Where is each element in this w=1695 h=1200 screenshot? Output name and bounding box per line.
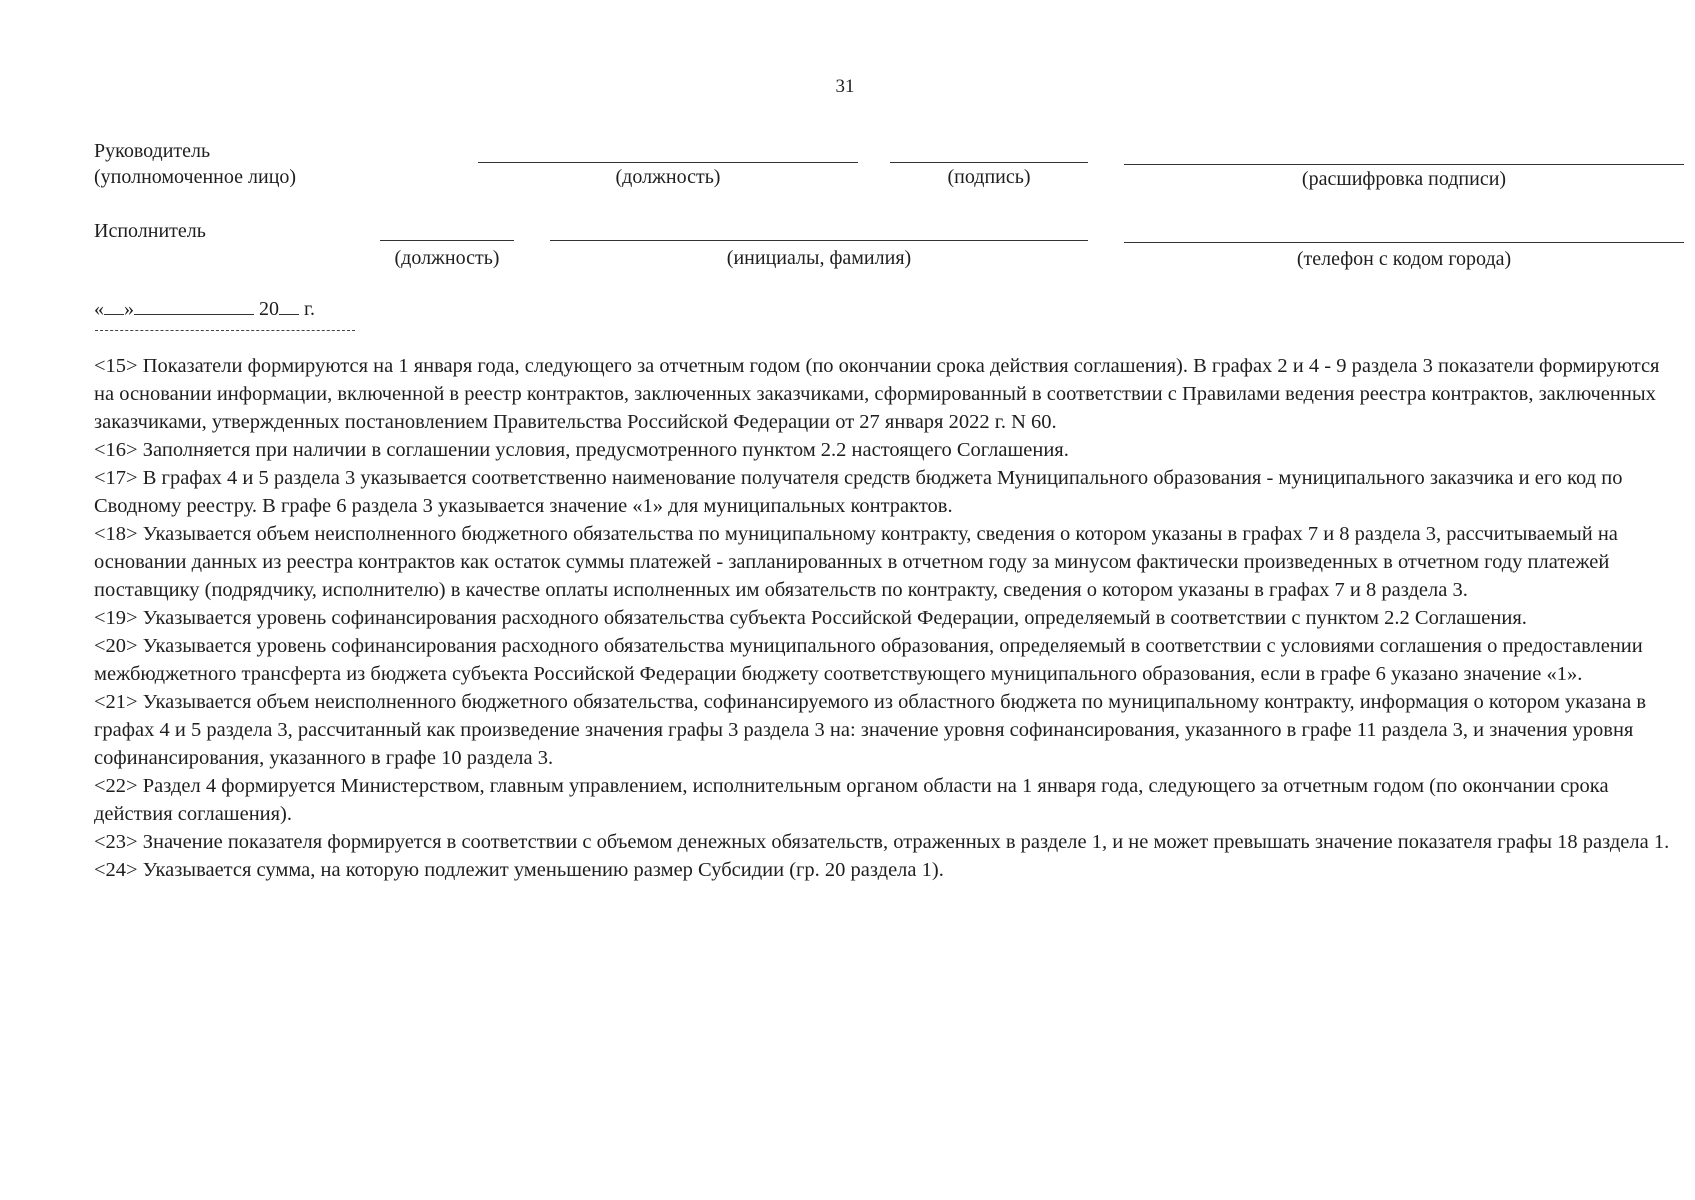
date-day-blank	[104, 298, 124, 315]
executor-name-line	[550, 240, 1088, 241]
executor-label: Исполнитель	[94, 220, 206, 242]
date-open-quote: «	[94, 298, 104, 320]
executor-phone-caption: (телефон с кодом города)	[1296, 248, 1512, 270]
date-month-blank	[134, 298, 254, 315]
head-label-line1: Руководитель	[94, 140, 211, 162]
footnote-15: <15> Показатели формируются на 1 января года, следующего за отчетным годом (по окончании срока действия соглашения). В графах 2 и 4 - 9 раздела 3 показатели формируются на основании информации, включенной в реестр контрактов, заключенных заказчиками, сформированный в соответствии с Правилами ведения реестра контрактов, заключенных заказчиками, утвержденных постановлением Правительства Российской Федерации от 27 января 2022 г. N 60.	[94, 355, 1660, 433]
head-label-line2: (уполномоченное лицо)	[94, 166, 297, 188]
head-signature-caption: (подпись)	[947, 166, 1031, 188]
date-year-suffix: г.	[304, 298, 315, 320]
date-line	[94, 298, 315, 321]
executor-name-caption: (инициалы, фамилия)	[726, 247, 912, 269]
head-position-caption: (должность)	[615, 166, 721, 188]
page-number: 31	[835, 76, 855, 97]
executor-phone-line	[1124, 242, 1684, 243]
footnote-16: <16> Заполняется при наличии в соглашении условия, предусмотренного пунктом 2.2 настоящего Соглашения.	[94, 439, 1069, 461]
date-year-prefix: 20	[259, 298, 279, 320]
head-position-line	[478, 162, 858, 163]
head-decoding-line	[1124, 164, 1684, 165]
date-close-quote: »	[124, 298, 134, 320]
footnote-19: <19> Указывается уровень софинансирования расходного обязательства субъекта Российской Федерации, определяемый в соответствии с пунктом 2.2 Соглашения.	[94, 607, 1527, 629]
head-signature-line	[890, 162, 1088, 163]
executor-position-caption: (должность)	[394, 247, 500, 269]
footnote-17: <17> В графах 4 и 5 раздела 3 указывается соответственно наименование получателя средств бюджета Муниципального образования - муниципального заказчика и его код по Сводному реестру. В графе 6 раздела 3 указывается значение «1» для муниципальных контрактов.	[94, 467, 1623, 517]
footnote-22: <22> Раздел 4 формируется Министерством, главным управлением, исполнительным органом области на 1 января года, следующего за отчетным годом (по окончании срока действия соглашения).	[94, 775, 1609, 825]
footnote-24: <24> Указывается сумма, на которую подлежит уменьшению размер Субсидии (гр. 20 раздела 1).	[94, 859, 944, 881]
head-decoding-caption: (расшифровка подписи)	[1301, 168, 1507, 190]
footnote-18: <18> Указывается объем неисполненного бюджетного обязательства по муниципальному контракту, сведения о котором указаны в графах 7 и 8 раздела 3, рассчитываемый на основании данных из реестра контрактов как остаток суммы платежей - запланированных в отчетном году за минусом фактически произведенных в отчетном году платежей поставщику (подрядчику, исполнителю) в качестве оплаты исполненных им обязательств по контракту, сведения о котором указаны в графах 7 и 8 раздела 3.	[94, 523, 1618, 601]
footnote-20: <20> Указывается уровень софинансирования расходного обязательства муниципального образования, определяемый в соответствии с условиями соглашения о предоставлении межбюджетного трансферта из бюджета субъекта Российской Федерации бюджету соответствующего муниципального образования, если в графе 6 указано значение «1».	[94, 635, 1643, 685]
footnotes	[94, 352, 1684, 884]
executor-position-line	[380, 240, 514, 241]
footnote-23: <23> Значение показателя формируется в соответствии с объемом денежных обязательств, отраженных в разделе 1, и не может превышать значение показателя графы 18 раздела 1.	[94, 831, 1670, 853]
footnote-separator	[95, 330, 355, 331]
footnote-21: <21> Указывается объем неисполненного бюджетного обязательства, софинансируемого из областного бюджета по муниципальному контракту, информация о котором указана в графах 4 и 5 раздела 3, рассчитанный как произведение значения графы 3 раздела 3 на: значение уровня софинансирования, указанного в графе 11 раздела 3, и значения уровня софинансирования, указанного в графе 10 раздела 3.	[94, 691, 1647, 769]
date-year-blank	[279, 298, 299, 315]
